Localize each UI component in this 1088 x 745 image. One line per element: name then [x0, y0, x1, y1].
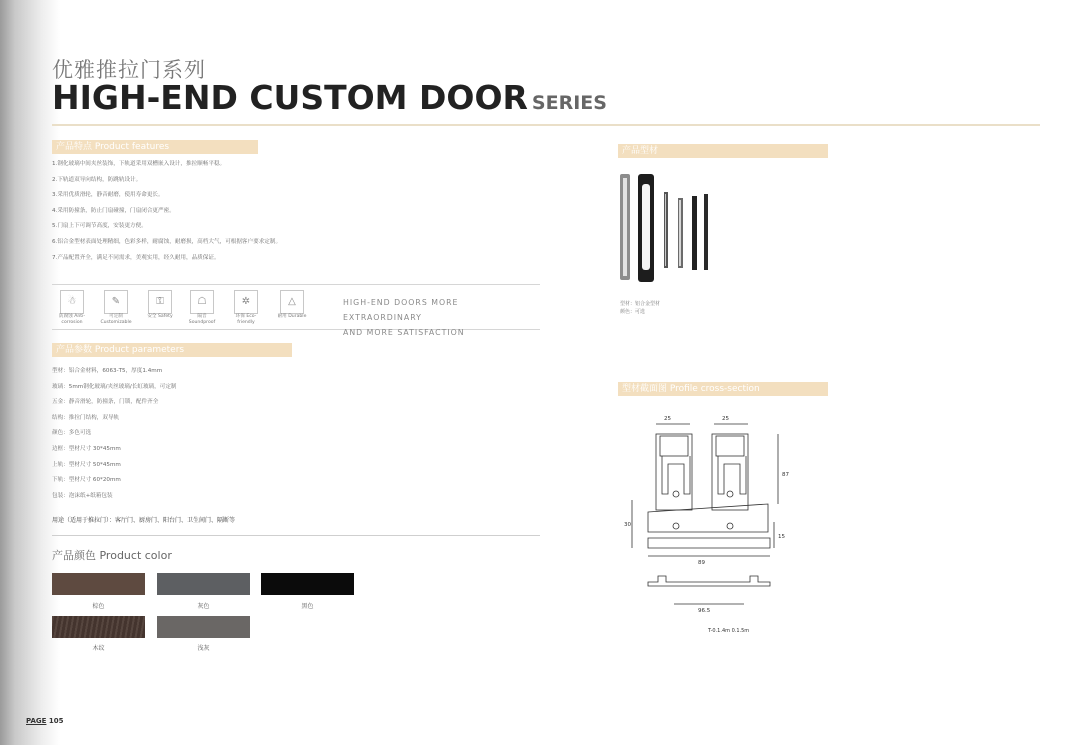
slogan-line-2: AND MORE SATISFACTION	[343, 328, 465, 337]
slogan-line-1: HIGH-END DOORS MORE EXTRAORDINARY	[343, 298, 459, 322]
title-main: HIGH-END CUSTOM DOOR	[52, 78, 528, 117]
cert-item	[144, 290, 176, 320]
color-swatch-label: 黑色	[301, 603, 314, 610]
color-swatch-label: 灰色	[197, 603, 210, 610]
cert-label: 防腐蚀 Anti-corrosion	[58, 314, 86, 325]
colors-divider	[52, 535, 540, 536]
spec-line: 结构：推拉门结构，双导轨	[52, 414, 120, 421]
profile-photo	[614, 170, 718, 282]
color-swatch-label: 浅灰	[197, 645, 210, 652]
snowflake-icon: ✲	[234, 290, 258, 314]
features-list	[52, 157, 281, 266]
slogan	[343, 295, 540, 340]
spec-line: 上轨：型材尺寸 50*45mm	[52, 461, 121, 468]
cert-label: 环保 Eco-friendly	[235, 314, 257, 325]
dim-top-b: 25	[722, 416, 729, 422]
page-number: 105	[48, 717, 64, 725]
cert-item	[276, 290, 308, 320]
anti-corrosion-icon: ☃	[60, 290, 84, 314]
spec-line: 玻璃：5mm钢化玻璃/夹丝玻璃/长虹玻璃，可定制	[52, 383, 177, 390]
header-divider	[52, 124, 1040, 126]
feature-line: 5.门扇上下可调节高度，安装更方便。	[52, 223, 147, 230]
feature-line: 7.产品配置齐全，满足不同需求，美观实用，经久耐用，品质保证。	[52, 254, 220, 261]
feature-line: 6.铝合金型材表面处理精细，色彩多样，耐腐蚀，耐磨损，高档大气，可根据客户要求定制。	[52, 238, 282, 245]
customizable-icon: ✎	[104, 290, 128, 314]
feature-line: 4.采用防撞条，防止门扇碰撞，门扇闭合更严密。	[52, 207, 175, 214]
color-swatch	[52, 616, 145, 638]
spec-line: 包装：泡沫纸+纸箱包装	[52, 492, 113, 499]
color-swatch	[157, 616, 250, 638]
cert-label: 可定制 Customizable	[100, 314, 132, 325]
cert-label: 隔音 Soundproof	[188, 314, 216, 325]
section-bar: 型材截面图 Profile cross-section	[618, 382, 828, 396]
features-bar: 产品特点 Product features	[52, 140, 258, 154]
usage-note: 用途（适用于推拉门）：客厅门、厨房门、阳台门、卫生间门、隔断等	[52, 517, 236, 524]
shield-icon: ⚿	[148, 290, 172, 314]
dim-bottom-width: 96.5	[698, 608, 711, 614]
dim-thickness-note: T-0.1.4m 0.1.5m	[708, 628, 750, 634]
dim-top-a: 25	[664, 416, 671, 422]
page-title-en	[52, 78, 607, 117]
profile-caption	[620, 300, 660, 316]
cert-label: 耐用 Durable	[277, 314, 307, 319]
spec-line: 边框：型材尺寸 30*45mm	[52, 445, 121, 452]
dim-small: 15	[778, 534, 785, 540]
specs-bar: 产品参数 Product parameters	[52, 343, 292, 357]
page-label: PAGE	[26, 717, 47, 725]
cert-item	[186, 290, 218, 326]
caption-line-1: 型材：铝合金型材	[620, 301, 661, 307]
specs-list	[52, 364, 177, 504]
spec-line: 五金：静音滑轮，防撞条，门锁，配件齐全	[52, 399, 159, 406]
profile-bar: 产品型材	[618, 144, 828, 158]
page-title-cn: 优雅推拉门系列	[52, 58, 206, 82]
cert-item	[230, 290, 262, 326]
color-swatch	[157, 573, 250, 595]
feature-line: 1.钢化玻璃中间夹丝装饰，下轨道采用双槽嵌入设计，推拉顺畅平稳。	[52, 161, 226, 167]
color-swatch-label: 棕色	[92, 603, 105, 610]
cert-item	[100, 290, 132, 326]
color-swatch	[52, 573, 145, 595]
color-swatch-label: 木纹	[92, 645, 105, 652]
feature-line: 2.下轨道双导向结构，防跳轨设计。	[52, 176, 142, 183]
cert-label: 安全 Safety	[147, 314, 173, 319]
dim-left-height: 30	[624, 522, 631, 528]
caption-line-2: 颜色：可选	[620, 309, 646, 315]
cert-item	[56, 290, 88, 326]
triangle-icon: △	[280, 290, 304, 314]
page-footer	[26, 717, 64, 725]
cross-section-drawing	[618, 404, 808, 644]
spec-line: 颜色：多色可选	[52, 430, 92, 437]
color-section-title: 产品颜色 Product color	[52, 549, 172, 562]
feature-line: 3.采用优质滑轮，静音耐磨，使用寿命更长。	[52, 192, 164, 199]
spec-line: 下轨：型材尺寸 60*20mm	[52, 477, 121, 484]
soundproof-icon: ☖	[190, 290, 214, 314]
certification-strip	[52, 284, 540, 337]
dim-right-height: 87	[782, 472, 789, 478]
title-series: SERIES	[531, 92, 607, 114]
color-swatch	[261, 573, 354, 595]
spec-line: 型材：铝合金材料，6063-T5，厚度1.4mm	[52, 368, 163, 374]
dim-width: 89	[698, 560, 705, 566]
